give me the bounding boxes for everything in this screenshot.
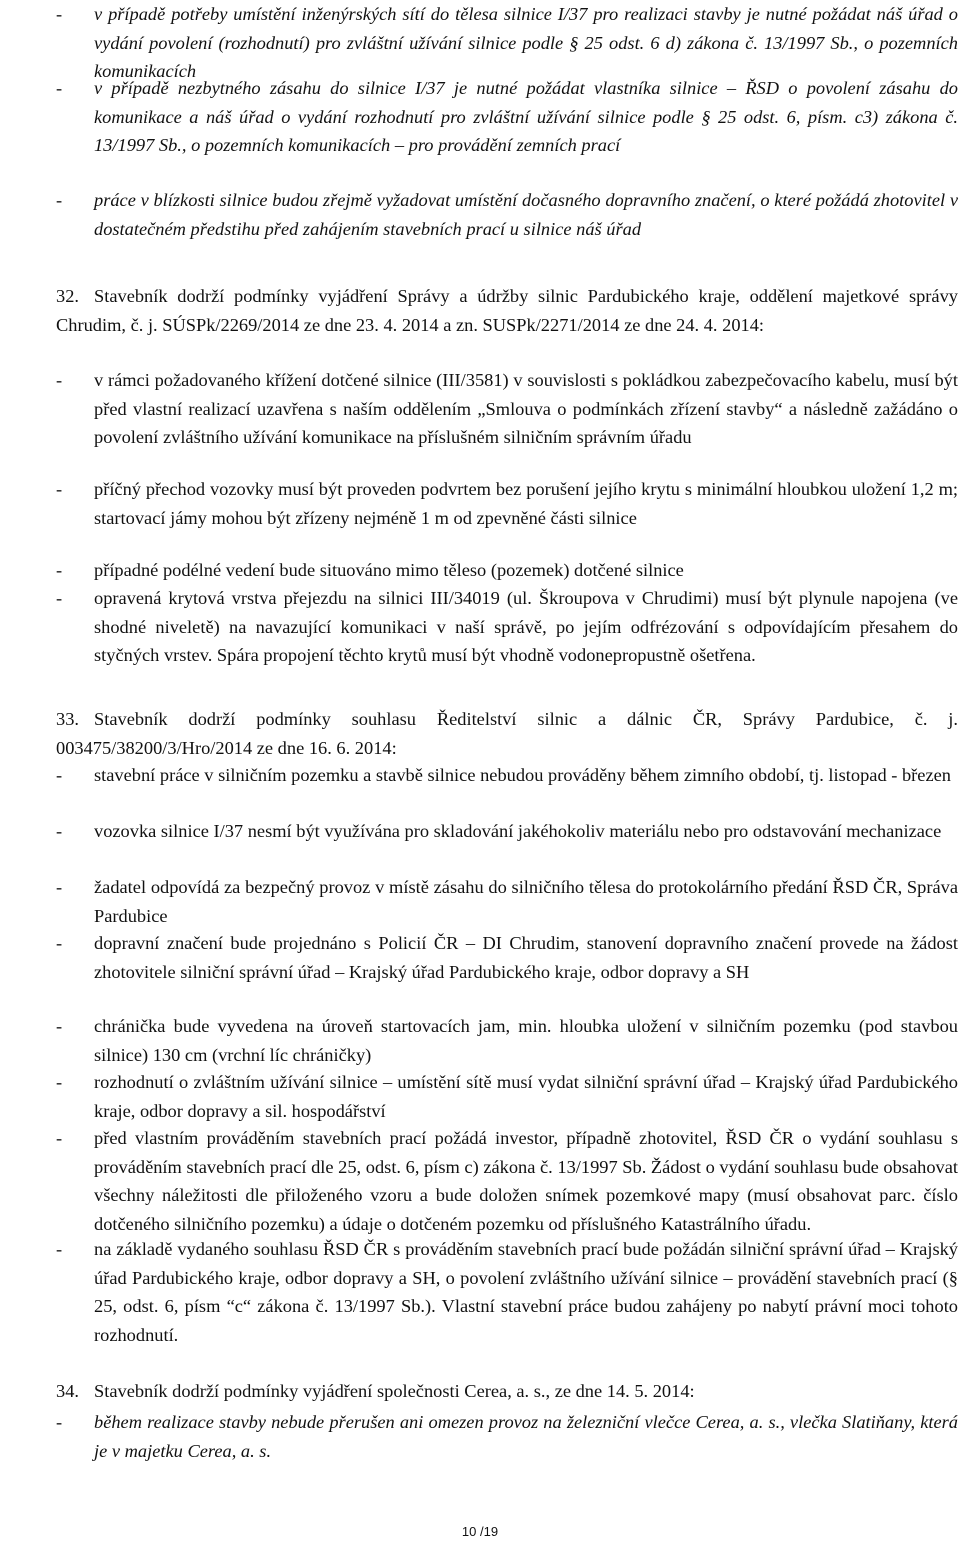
item-text: Stavebník dodrží podmínky souhlasu Ředitelství silnic a dálnic ČR, Správy Pardubice, č. j. 003475/38200/3/Hro/2014 ze dne 16. 6. 2014: bbox=[56, 709, 958, 758]
list-item bbox=[56, 1235, 958, 1349]
list-item-text: vozovka silnice I/37 nesmí být využívána pro skladování jakéhokoliv materiálu nebo pro odstavování mechanizace bbox=[94, 821, 942, 841]
list-item bbox=[56, 366, 958, 452]
list-item-text: příčný přechod vozovky musí být proveden podvrtem bez porušení jejího krytu s minimální hloubkou uložení 1,2 m; startovací jámy mohou být zřízeny nejméně 1 m od zpevněné části silnice bbox=[94, 479, 958, 528]
list-item-text: na základě vydaného souhlasu ŘSD ČR s prováděním stavebních prací bude požádán silniční správní úřad – Krajský úřad Pardubického kraje, odbor dopravy a SH, o povolení zvláštního užívání silnice – provádění stavebních prací (§ 25, odst. 6, písm “c“ zákona č. 13/1997 Sb.). Vlastní stavební práce budou zahájeny po nabytí právní moci tohoto rozhodnutí. bbox=[94, 1239, 958, 1345]
bullet-dash: - bbox=[56, 1016, 63, 1036]
bullet-dash: - bbox=[56, 4, 63, 24]
bullet-dash: - bbox=[56, 479, 63, 499]
list-item bbox=[56, 873, 958, 930]
list-item-text: stavební práce v silničním pozemku a stavbě silnice nebudou prováděny během zimního období, tj. listopad - březen bbox=[94, 765, 951, 785]
page-number: 10 /19 bbox=[461, 1524, 499, 1539]
item-text: Stavebník dodrží podmínky vyjádření Správy a údržby silnic Pardubického kraje, oddělení majetkové správy Chrudim, č. j. SÚSPk/2269/2014 ze dne 23. 4. 2014 a zn. SUSPk/2271/2014 ze dne 24. 4. 2014: bbox=[56, 286, 958, 335]
list-item-text: v případě nezbytného zásahu do silnice I/37 je nutné požádat vlastníka silnice – ŘSD o povolení zásahu do komunikace a náš úřad o vydání rozhodnutí pro zvláštní užívání silnice podle § 25 odst. 6, písm. c3) zákona č. 13/1997 Sb., o pozemních komunikacích – pro provádění zemních prací bbox=[94, 78, 958, 156]
item-number: 33. bbox=[56, 709, 79, 729]
numbered-item-34 bbox=[56, 1377, 958, 1406]
list-item bbox=[56, 74, 958, 160]
bullet-dash: - bbox=[56, 1239, 63, 1259]
list-item-text: práce v blízkosti silnice budou zřejmě vyžadovat umístění dočasného dopravního značení, o které požádá zhotovitel v dostatečném předstihu před zahájením stavebních prací u silnice náš úřad bbox=[94, 190, 958, 239]
numbered-item-33 bbox=[56, 705, 958, 762]
bullet-dash: - bbox=[56, 588, 63, 608]
bullet-dash: - bbox=[56, 560, 63, 580]
list-item bbox=[56, 761, 958, 790]
list-item-text: chránička bude vyvedena na úroveň startovacích jam, min. hloubka uložení v silničním pozemku (pod stavbou silnice) 130 cm (vrchní líc chráničky) bbox=[94, 1016, 958, 1065]
list-item-text: v rámci požadovaného křížení dotčené silnice (III/3581) v souvislosti s pokládkou zabezpečovacího kabelu, musí být před vlastní realizací uzavřena s naším oddělením „Smlouva o podmínkách zřízení stavby“ a následně zažádáno o povolení zvláštního užívání komunikace na příslušném silničním správním úřadu bbox=[94, 370, 958, 448]
list-item-text: během realizace stavby nebude přerušen ani omezen provoz na železniční vlečce Cerea, a. s., vlečka Slatiňany, která je v majetku Cerea, a. s. bbox=[94, 1412, 958, 1461]
item-number: 34. bbox=[56, 1381, 79, 1401]
list-item bbox=[56, 556, 958, 585]
bullet-dash: - bbox=[56, 190, 63, 210]
list-item bbox=[56, 475, 958, 532]
bullet-dash: - bbox=[56, 370, 63, 390]
list-item bbox=[56, 0, 958, 86]
bullet-dash: - bbox=[56, 78, 63, 98]
list-item bbox=[56, 1124, 958, 1238]
list-item-text: případné podélné vedení bude situováno mimo těleso (pozemek) dotčené silnice bbox=[94, 560, 684, 580]
numbered-item-32 bbox=[56, 282, 958, 339]
list-item-text: před vlastním prováděním stavebních prací požádá investor, případně zhotovitel, ŘSD ČR o vydání souhlasu s prováděním stavebních prací dle 25, odst. 6, písm c) zákona č. 13/1997 Sb. Žádost o vydání souhlasu bude obsahovat všechny náležitosti dle přiloženého vzoru a bude doložen snímek pozemkové mapy (musí obsahovat parc. číslo dotčeného silničního pozemku) a údaje o dotčeném pozemku od příslušného Katastrálního úřadu. bbox=[94, 1128, 958, 1234]
list-item-text: žadatel odpovídá za bezpečný provoz v místě zásahu do silničního tělesa do protokolárního předání ŘSD ČR, Správa Pardubice bbox=[94, 877, 958, 926]
bullet-dash: - bbox=[56, 821, 63, 841]
list-item-text: opravená krytová vrstva přejezdu na silnici III/34019 (ul. Škroupova v Chrudimi) musí být plynule napojena (ve shodné niveletě) na navazující komunikaci v naší správě, po jejím odfrézování s odpovídajícím přesahem do styčných vrstev. Spára propojení těchto krytů musí být vhodně vodonepropustně ošetřena. bbox=[94, 588, 958, 666]
list-item bbox=[56, 817, 958, 846]
item-text: Stavebník dodrží podmínky vyjádření společnosti Cerea, a. s., ze dne 14. 5. 2014: bbox=[94, 1381, 695, 1401]
item-number: 32. bbox=[56, 286, 79, 306]
bullet-dash: - bbox=[56, 765, 63, 785]
list-item bbox=[56, 186, 958, 243]
bullet-dash: - bbox=[56, 1412, 63, 1432]
list-item-text: rozhodnutí o zvláštním užívání silnice – umístění sítě musí vydat silniční správní úřad – Krajský úřad Pardubického kraje, odbor dopravy a sil. hospodářství bbox=[94, 1072, 958, 1121]
list-item bbox=[56, 1068, 958, 1125]
list-item bbox=[56, 929, 958, 986]
list-item bbox=[56, 1408, 958, 1465]
bullet-dash: - bbox=[56, 933, 63, 953]
list-item bbox=[56, 1012, 958, 1069]
list-item-text: v případě potřeby umístění inženýrských sítí do tělesa silnice I/37 pro realizaci stavby je nutné požádat náš úřad o vydání povolení (rozhodnutí) pro zvláštní užívání silnice podle § 25 odst. 6 d) zákona č. 13/1997 Sb., o pozemních komunikacích bbox=[94, 4, 958, 82]
list-item bbox=[56, 584, 958, 670]
bullet-dash: - bbox=[56, 1072, 63, 1092]
list-item-text: dopravní značení bude projednáno s Policií ČR – DI Chrudim, stanovení dopravního značení provede na žádost zhotovitele silniční správní úřad – Krajský úřad Pardubického kraje, odbor dopravy a SH bbox=[94, 933, 958, 982]
bullet-dash: - bbox=[56, 1128, 63, 1148]
bullet-dash: - bbox=[56, 877, 63, 897]
